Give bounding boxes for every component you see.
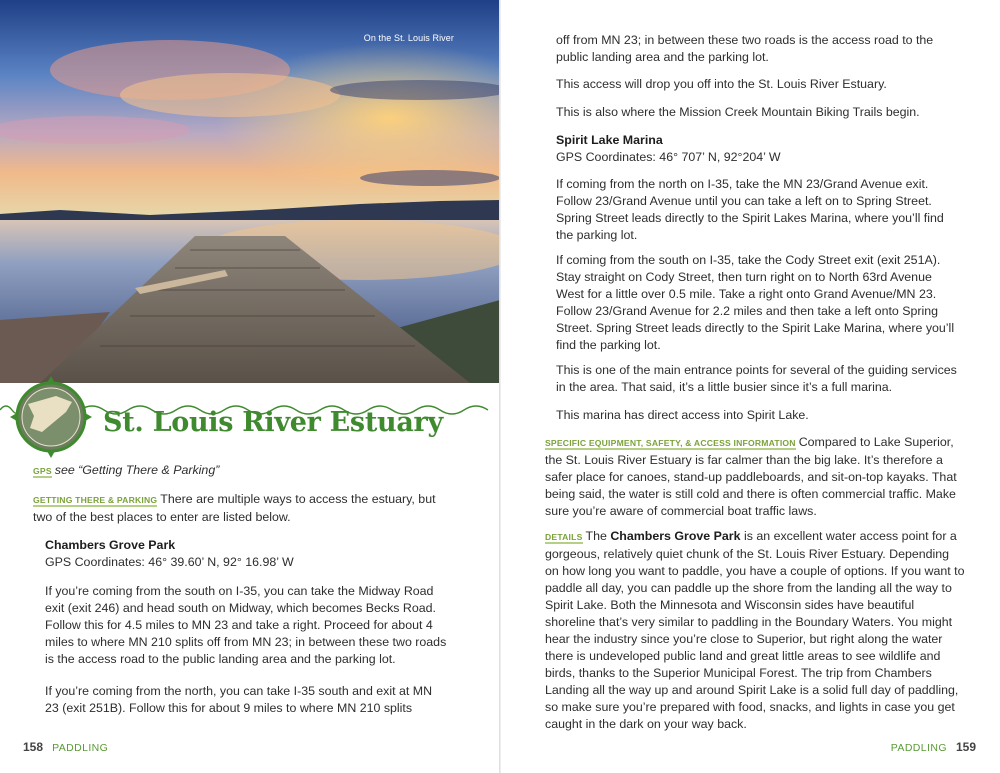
gps-paragraph: [33, 462, 453, 480]
right-page: [500, 0, 1000, 773]
chambers-south-paragraph: If you’re coming from the south on I-35, you can take the Midway Road exit (exit 246) and head south on Midway, which becomes Becks Road. Follow this for 4.5 miles to MN 23 and take a right. Proceed for about 4 miles to where MN 210 splits off from MN 23; in between these two roads is the access road to the public landing area and the parking lot.: [45, 584, 447, 666]
section-label-right: PADDLING: [890, 742, 947, 754]
chambers-heading: Chambers Grove Park: [45, 538, 176, 552]
marina-paragraph: This marina has direct access into Spirit Lake.: [556, 408, 809, 422]
equipment-tag: SPECIFIC EQUIPMENT, SAFETY, & ACCESS INFORMATION: [545, 438, 796, 448]
details-the: The: [585, 529, 607, 543]
dock-sunset-image: [0, 0, 500, 383]
right-folio: [891, 740, 976, 754]
chambers-gps: GPS Coordinates: 46° 39.60’ N, 92° 16.98’ W: [45, 555, 294, 569]
getting-there-tag: GETTING THERE & PARKING: [33, 495, 158, 505]
mission-paragraph: This is also where the Mission Creek Mountain Biking Trails begin.: [556, 105, 920, 119]
page-title: St. Louis River Estuary: [103, 407, 443, 438]
details-tag: DETAILS: [545, 532, 583, 542]
dock-photo: [0, 0, 500, 383]
spirit-south-paragraph: If coming from the south on I-35, take the Cody Street exit (exit 251A). Stay straight on Cody Street, then turn right on to North 63rd Avenue West for a little over 0.5 mile. Take a right onto Grand Avenue/MN 23. Follow 23/Grand Avenue for 2.2 miles and then take a left onto Spring Street. Spring Street leads directly to the Spirit Lake Marina, where you’ll find the parking lot.: [556, 253, 955, 352]
continued-paragraph: off from MN 23; in between these two roads is the access road to the public landing area and the parking lot.: [556, 33, 934, 64]
drop-paragraph: This access will drop you off into the St. Louis River Estuary.: [556, 77, 887, 91]
equipment-paragraph: [545, 434, 965, 520]
chambers-north-paragraph: If you’re coming from the north, you can take I-35 south and exit at MN 23 (exit 251B). Follow this for about 9 miles to where MN 210 splits: [45, 684, 433, 715]
getting-there-text: There are multiple ways to access the estuary, but two of the best places to enter are listed below.: [33, 492, 436, 524]
gps-tag: GPS: [33, 466, 52, 476]
equipment-text: Compared to Lake Superior, the St. Louis River Estuary is far calmer than the big lake. It’s therefore a safer place for canoes, stand-up paddleboards, and sit-on-top kayaks. That being said, the water is still cold and there is often commercial traffic. Make sure you’re aware of commercial boat traffic laws.: [545, 435, 957, 518]
spirit-north-paragraph: If coming from the north on I-35, take the MN 23/Grand Avenue exit. Follow 23/Grand Avenue until you can take a left on to Spring Street. Spring Street leads directly to the Spirit Lakes Marina, where you’ll find the parking lot.: [556, 177, 944, 242]
details-bold: Chambers Grove Park: [610, 529, 741, 543]
getting-there-paragraph: [33, 491, 453, 526]
page-number-right: 159: [955, 740, 976, 754]
spirit-heading: Spirit Lake Marina: [556, 133, 663, 147]
photo-caption: On the St. Louis River: [363, 33, 454, 43]
compass-map-icon: [6, 372, 96, 462]
page-number-left: 158: [23, 740, 44, 754]
left-folio: [23, 740, 108, 754]
gps-text: see “Getting There & Parking”: [54, 463, 220, 477]
details-text: is an excellent water access point for a gorgeous, relatively quiet chunk of the St. Louis River Estuary. Depending on how long you want to paddle, you have a couple of options. If you want to paddle all day, you can paddle up the shore from the landing all the way to Spirit Lake. Both the Minnesota and Wisconsin sides have beautiful shoreline that’s very similar to paddling in the Boundary Waters. You might hear the industry since you’re close to Superior, but right along the water there is undeveloped public land and great little areas to see wildlife and birds, thanks to the Superior Municipal Forest. The trip from Chambers Landing all the way up and around Spirit Lake is a solid full day of paddling, so make sure you’re prepared with food, snacks, and lights in case you get caught in the dark on your way back.: [545, 529, 965, 731]
entrance-paragraph: This is one of the main entrance points for several of the guiding services in the area. That said, it’s a little busier since it’s a full marina.: [556, 363, 957, 394]
section-label-left: PADDLING: [52, 742, 109, 754]
spirit-gps: GPS Coordinates: 46° 707’ N, 92°204’ W: [556, 150, 781, 164]
details-paragraph: [545, 528, 965, 733]
